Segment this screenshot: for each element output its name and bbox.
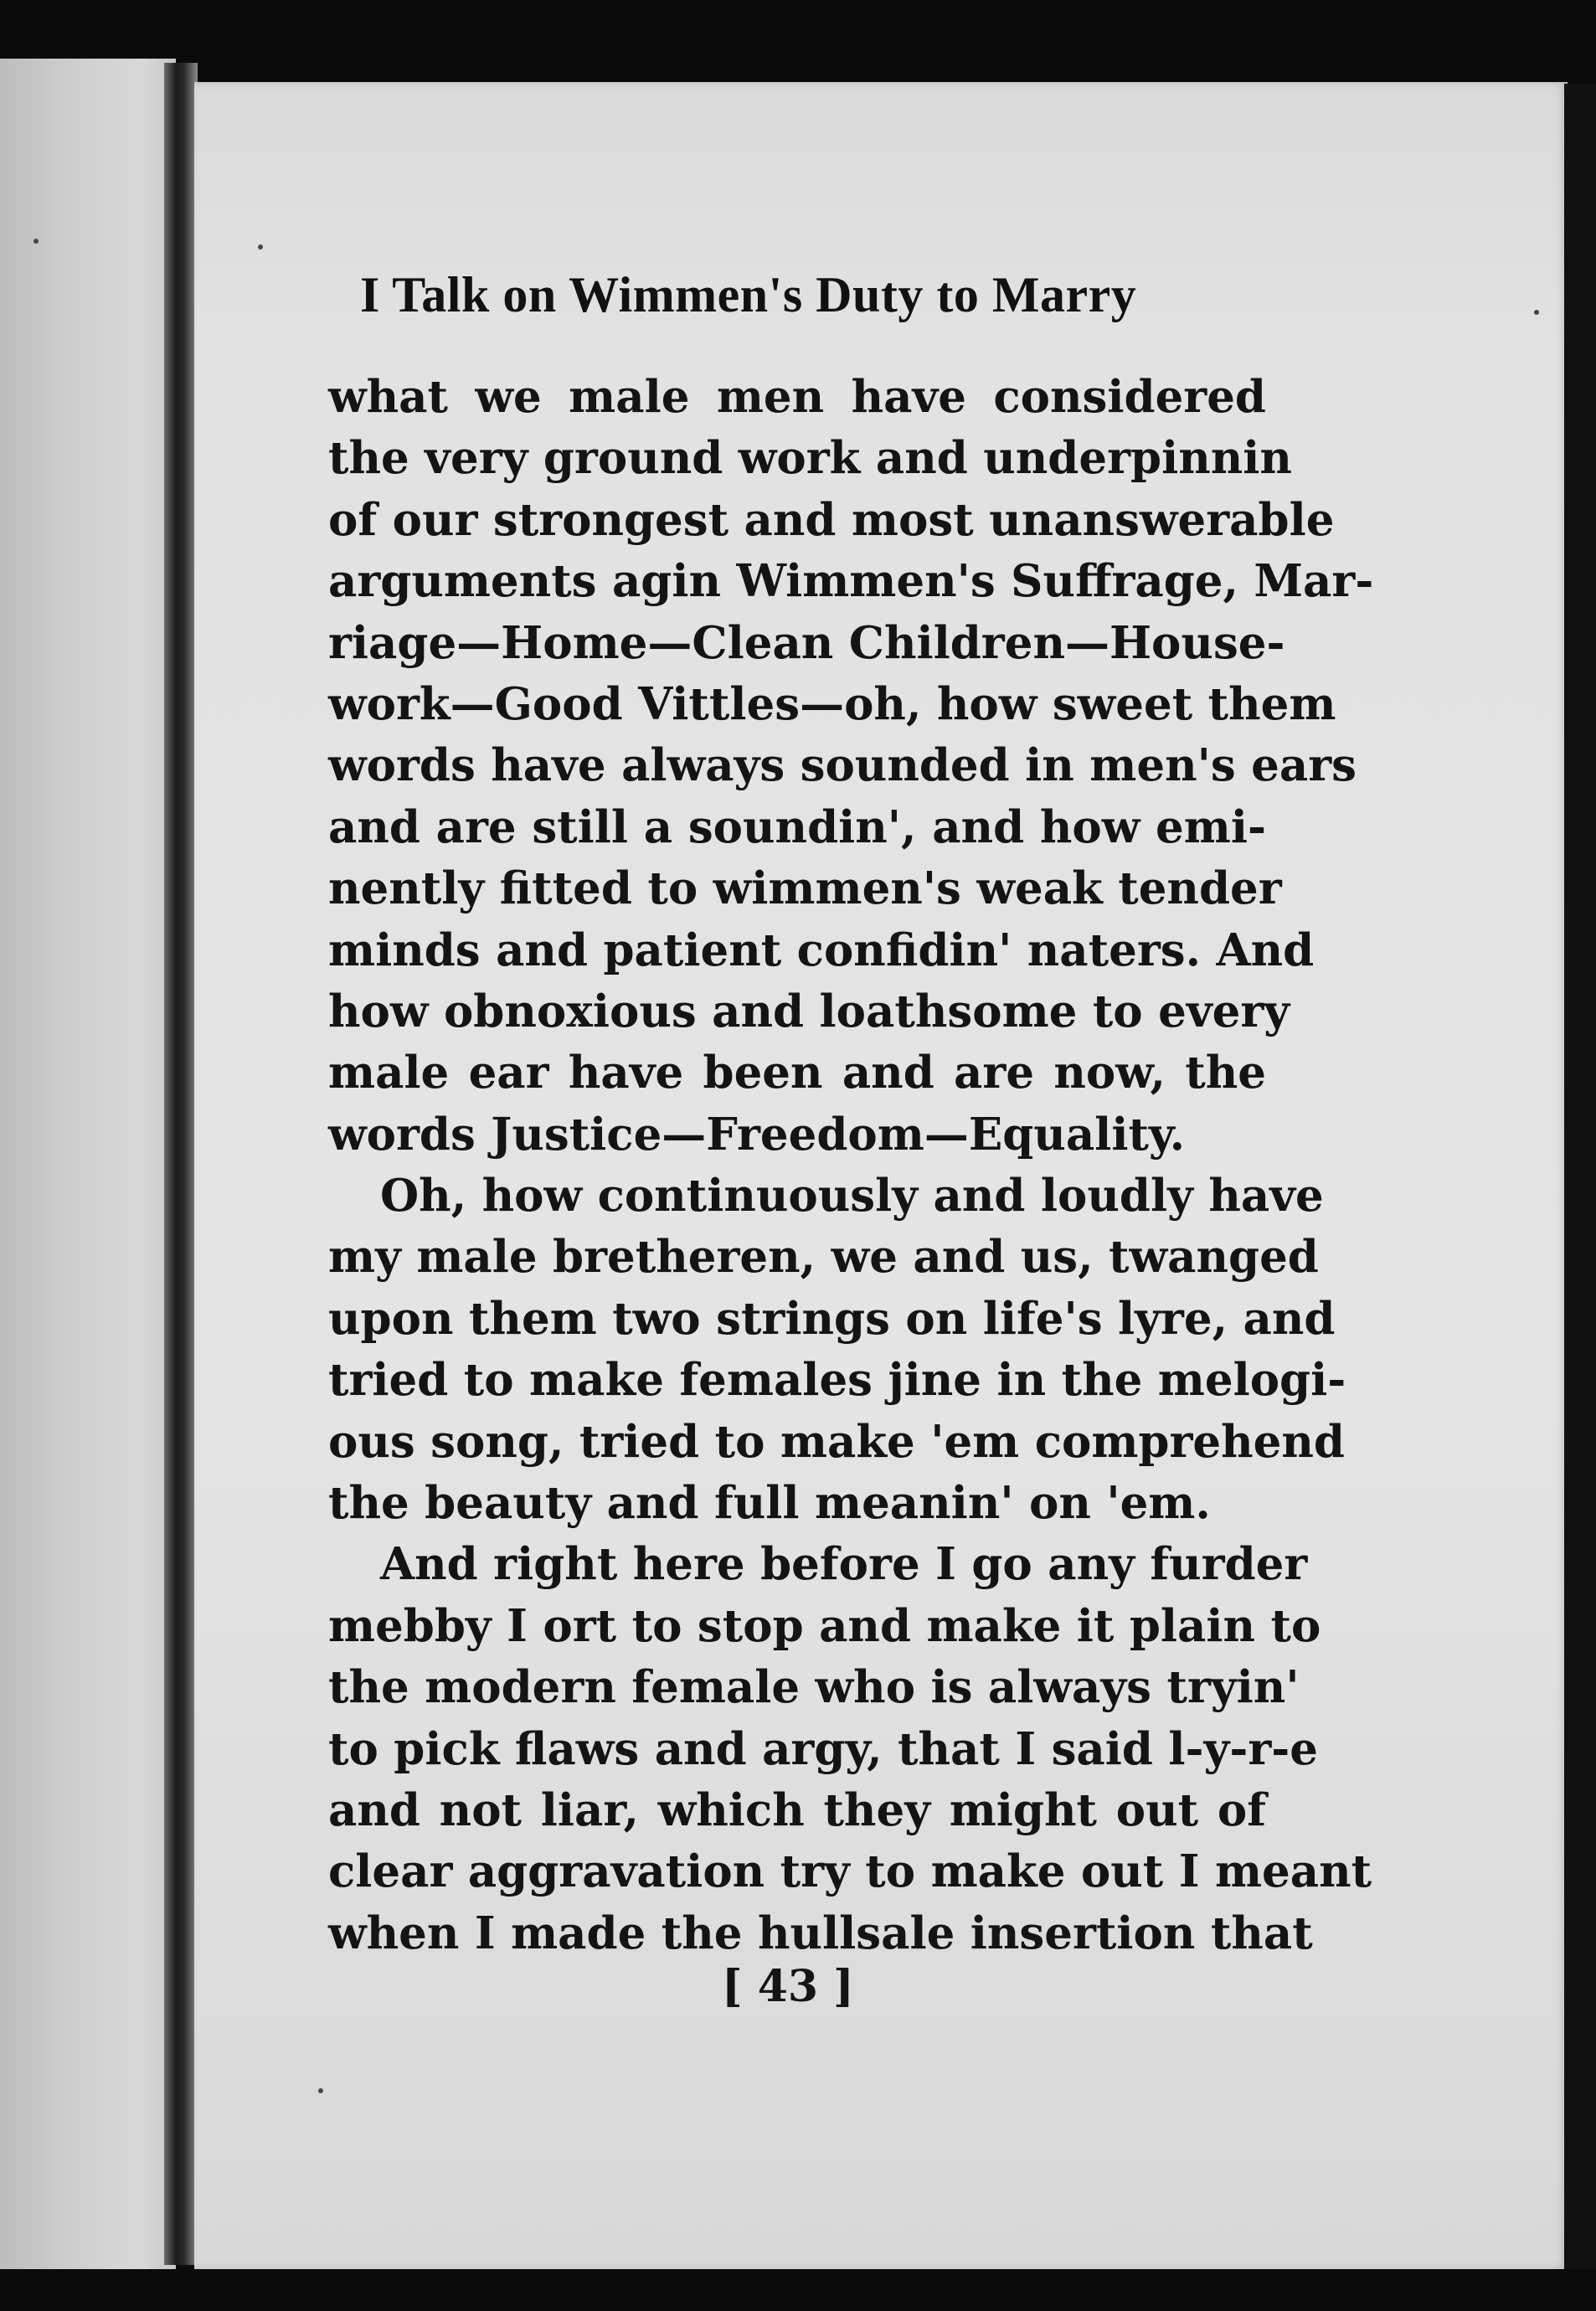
page-number: [ 43 ] — [722, 1961, 854, 2012]
body-text — [328, 367, 1374, 1964]
text-line: minds and patient confidin' naters. And — [328, 924, 1315, 976]
facing-page-edge — [0, 59, 176, 2269]
paragraph — [328, 367, 1374, 1166]
text-line: the modern female who is always tryin' — [328, 1661, 1300, 1714]
text-line: upon them two strings on life's lyre, and — [328, 1292, 1336, 1345]
paper-speck — [1534, 310, 1539, 315]
text-line: how obnoxious and loathsome to every — [328, 985, 1290, 1037]
paragraph — [328, 1166, 1346, 1534]
text-line: words have always sounded in men's ears — [328, 739, 1357, 792]
text-line: arguments agin Wimmen's Suffrage, Mar- — [328, 555, 1374, 608]
text-line: riage—Home—Clean Children—House- — [328, 616, 1285, 669]
text-line: to pick flaws and argy, that I said l-y-r-e — [328, 1722, 1318, 1775]
book-gutter — [164, 63, 198, 2265]
text-line: clear aggravation try to make out I meant — [328, 1845, 1372, 1898]
running-head: I Talk on Wimmen's Duty to Marry — [360, 267, 1137, 322]
text-line: when I made the hullsale insertion that — [328, 1907, 1313, 1959]
text-line: And right here before I go any furder — [380, 1538, 1308, 1591]
text-line: mebby I ort to stop and make it plain to — [328, 1599, 1321, 1652]
text-line: my male bretheren, we and us, twanged — [328, 1231, 1319, 1284]
text-line: Oh, how continuously and loudly have — [380, 1170, 1324, 1222]
text-line: ous song, tried to make 'em comprehend — [328, 1415, 1345, 1468]
paragraph — [328, 1534, 1372, 1964]
text-line: what we male men have considered — [328, 371, 1266, 423]
text-line: work—Good Vittles—oh, how sweet them — [328, 677, 1336, 730]
paper-speck — [318, 2088, 323, 2093]
text-line: the beauty and full meanin' on 'em. — [328, 1477, 1211, 1530]
text-line: and not liar, which they might out of — [328, 1783, 1266, 1836]
text-line: words Justice—Freedom—Equality. — [328, 1108, 1186, 1161]
text-line: male ear have been and are now, the — [328, 1047, 1266, 1099]
text-line: of our strongest and most unanswerable — [328, 493, 1335, 546]
scan-border-right — [1564, 84, 1596, 2269]
text-line: tried to make females jine in the melogi- — [328, 1354, 1346, 1407]
text-line: the very ground work and underpinnin — [328, 432, 1292, 485]
text-line: and are still a soundin', and how emi- — [328, 800, 1266, 853]
text-line: nently fitted to wimmen's weak tender — [328, 862, 1282, 915]
paper-speck — [33, 239, 39, 244]
paper-speck — [258, 244, 263, 250]
